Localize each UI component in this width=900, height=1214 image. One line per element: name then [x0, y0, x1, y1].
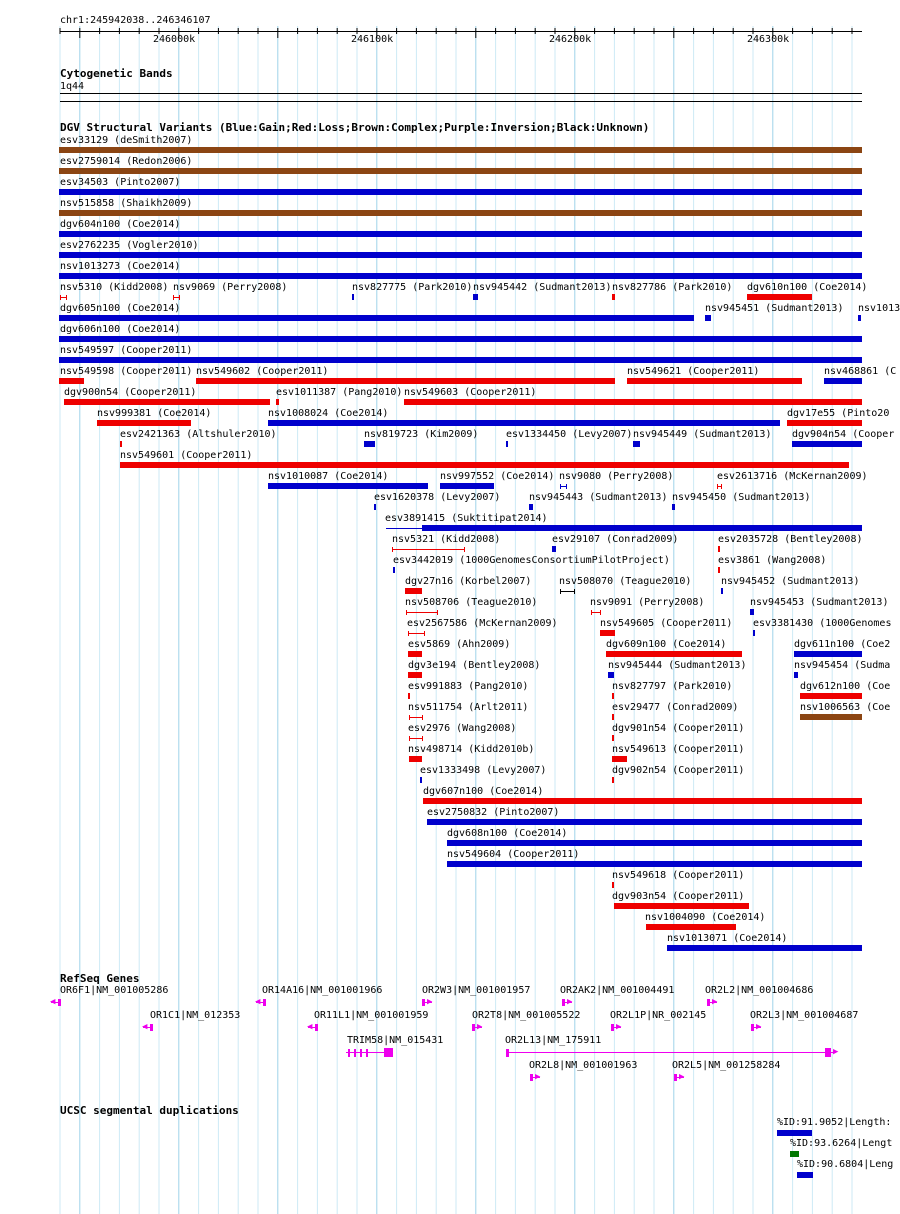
dgv-feature-label: nsv9080 (Perry2008)	[559, 471, 674, 482]
gene-arrow-right-icon: ▶	[712, 997, 718, 1007]
dgv-feature-bar	[408, 693, 410, 699]
gene-label: OR2W3|NM_001001957	[422, 985, 531, 996]
dgv-feature-bar	[405, 588, 422, 594]
dgv-feature-label: nsv511754 (Arlt2011)	[408, 702, 529, 713]
dgv-feature-bar	[427, 819, 862, 825]
gene-label: OR2L13|NM_175911	[505, 1035, 602, 1046]
gene-label: OR2T8|NM_001005522	[472, 1010, 581, 1021]
dgv-feature-bar	[59, 336, 862, 342]
dgv-feature-label: nsv549597 (Cooper2011)	[60, 345, 193, 356]
dgv-feature-label: esv3381430 (1000Genomes	[753, 618, 892, 629]
gene-exon	[150, 1024, 153, 1031]
gene-exon	[315, 1024, 318, 1031]
dgv-feature-whisker-start	[409, 736, 410, 741]
dgv-feature-label: dgv902n54 (Cooper2011)	[612, 765, 745, 776]
dgv-feature-bar	[120, 441, 122, 447]
dgv-feature-label: esv5869 (Ahn2009)	[408, 639, 511, 650]
gene-label: OR2L5|NM_001258284	[672, 1060, 781, 1071]
dgv-feature-label: esv2976 (Wang2008)	[408, 723, 517, 734]
dgv-feature-label: nsv1006563 (Coe	[800, 702, 891, 713]
dgv-feature-bar	[268, 420, 780, 426]
dgv-feature-label: nsv5321 (Kidd2008)	[392, 534, 501, 545]
dgv-feature-bar	[705, 315, 711, 321]
dgv-feature-label: esv29477 (Conrad2009)	[612, 702, 739, 713]
dgv-feature-bar	[529, 504, 533, 510]
gene-label: OR2L3|NM_001004687	[750, 1010, 859, 1021]
gene-label: OR11L1|NM_001001959	[314, 1010, 429, 1021]
dgv-feature-whisker-end	[600, 610, 601, 615]
segdup-bar	[777, 1130, 812, 1136]
dgv-feature-bar	[606, 651, 742, 657]
dgv-feature-label: nsv515858 (Shaikh2009)	[60, 198, 193, 209]
dgv-feature-bar	[59, 273, 862, 279]
dgv-feature-whisker	[591, 612, 600, 613]
gene-exon	[348, 1049, 350, 1057]
dgv-feature-label: nsv549603 (Cooper2011)	[404, 387, 537, 398]
dgv-feature-bar	[612, 294, 615, 300]
dgv-feature-bar	[64, 399, 270, 405]
dgv-feature-bar	[393, 567, 395, 573]
dgv-feature-whisker-end	[422, 715, 423, 720]
dgv-feature-whisker	[392, 549, 464, 550]
dgv-feature-label: nsv468861 (C	[824, 366, 897, 377]
gene-arrow-right-icon: ▶	[833, 1047, 839, 1057]
dgv-feature-label: nsv999381 (Coe2014)	[97, 408, 212, 419]
dgv-feature-label: nsv9069 (Perry2008)	[173, 282, 288, 293]
dgv-feature-label: nsv827786 (Park2010)	[612, 282, 733, 293]
dgv-feature-bar	[196, 378, 615, 384]
dgv-feature-label: nsv1008024 (Coe2014)	[268, 408, 389, 419]
dgv-feature-label: nsv945451 (Sudmant2013)	[705, 303, 844, 314]
dgv-feature-bar	[59, 147, 862, 153]
dgv-feature-label: nsv549621 (Cooper2011)	[627, 366, 760, 377]
dgv-feature-label: esv2762235 (Vogler2010)	[60, 240, 199, 251]
dgv-feature-label: esv1620378 (Levy2007)	[374, 492, 501, 503]
dgv-feature-bar	[59, 210, 862, 216]
dgv-feature-bar	[59, 357, 862, 363]
dgv-feature-bar	[473, 294, 478, 300]
segdup-track-title: UCSC segmental duplications	[60, 1104, 239, 1117]
gene-arrow-right-icon: ▶	[616, 1022, 622, 1032]
dgv-feature-whisker	[406, 612, 437, 613]
dgv-feature-label: esv3442019 (1000GenomesConsortiumPilotProject)	[393, 555, 670, 566]
dgv-feature-bar	[824, 378, 862, 384]
dgv-feature-whisker	[409, 717, 422, 718]
dgv-feature-label: esv2567586 (McKernan2009)	[407, 618, 558, 629]
dgv-feature-label: esv3861 (Wang2008)	[718, 555, 827, 566]
dgv-feature-label: esv2421363 (Altshuler2010)	[120, 429, 277, 440]
dgv-feature-label: dgv27n16 (Korbel2007)	[405, 576, 532, 587]
dgv-feature-bar	[276, 399, 279, 405]
dgv-feature-whisker-start	[60, 295, 61, 300]
dgv-feature-bar	[408, 651, 422, 657]
dgv-feature-label: dgv607n100 (Coe2014)	[423, 786, 544, 797]
gene-exon	[58, 999, 61, 1006]
dgv-feature-label: dgv904n54 (Cooper	[792, 429, 895, 440]
dgv-feature-bar	[747, 294, 812, 300]
dgv-feature-bar	[800, 693, 862, 699]
dgv-feature-whisker-end	[574, 589, 575, 594]
segdup-bar	[797, 1172, 813, 1178]
gene-arrow-right-icon: ▶	[756, 1022, 762, 1032]
dgv-feature-label: nsv945453 (Sudmant2013)	[750, 597, 889, 608]
dgv-feature-whisker	[408, 633, 424, 634]
dgv-feature-bar	[120, 462, 849, 468]
dgv-feature-bar	[404, 399, 862, 405]
dgv-feature-whisker-end	[179, 295, 180, 300]
dgv-feature-whisker-start	[717, 484, 718, 489]
dgv-feature-label: nsv1004090 (Coe2014)	[645, 912, 766, 923]
dgv-feature-label: nsv1013	[858, 303, 900, 314]
dgv-feature-label: nsv549601 (Cooper2011)	[120, 450, 253, 461]
gene-label: TRIM58|NM_015431	[347, 1035, 444, 1046]
dgv-feature-bar	[612, 714, 614, 720]
gene-label: OR2L1P|NR_002145	[610, 1010, 707, 1021]
dgv-feature-bar	[408, 672, 422, 678]
dgv-feature-label: nsv549598 (Cooper2011)	[60, 366, 193, 377]
dgv-feature-label: nsv9091 (Perry2008)	[590, 597, 705, 608]
dgv-feature-bar	[506, 441, 508, 447]
segdup-label: %ID:93.6264|Lengt	[790, 1138, 893, 1149]
ruler-line	[60, 31, 862, 32]
gene-arrow-left-icon: ◀	[142, 1022, 148, 1032]
gene-arrow-left-icon: ◀	[50, 997, 56, 1007]
dgv-feature-bar	[600, 630, 615, 636]
dgv-feature-whisker-end	[66, 295, 67, 300]
dgv-feature-label: nsv827797 (Park2010)	[612, 681, 733, 692]
dgv-feature-whisker-start	[591, 610, 592, 615]
dgv-feature-label: dgv611n100 (Coe2	[794, 639, 891, 650]
segdup-label: %ID:90.6804|Leng	[797, 1159, 894, 1170]
dgv-feature-label: nsv498714 (Kidd2010b)	[408, 744, 535, 755]
dgv-feature-bar	[447, 840, 862, 846]
dgv-feature-whisker	[409, 738, 422, 739]
dgv-feature-bar	[792, 441, 862, 447]
dgv-feature-label: nsv549605 (Cooper2011)	[600, 618, 733, 629]
dgv-feature-bar	[59, 315, 694, 321]
dgv-feature-label: dgv608n100 (Coe2014)	[447, 828, 568, 839]
dgv-feature-label: esv1334450 (Levy2007)	[506, 429, 633, 440]
dgv-feature-label: nsv945443 (Sudmant2013)	[529, 492, 668, 503]
dgv-feature-label: esv1011387 (Pang2010)	[276, 387, 403, 398]
tick-label: 246100k	[351, 34, 394, 45]
dgv-feature-label: nsv1010087 (Coe2014)	[268, 471, 389, 482]
dgv-feature-label: nsv549602 (Cooper2011)	[196, 366, 329, 377]
dgv-track-title: DGV Structural Variants (Blue:Gain;Red:Loss;Brown:Complex;Purple:Inversion;Black:Unknown)	[60, 121, 650, 134]
dgv-feature-bar	[612, 735, 614, 741]
dgv-feature-bar	[672, 504, 675, 510]
dgv-feature-bar	[633, 441, 640, 447]
dgv-feature-label: nsv1013273 (Coe2014)	[60, 261, 181, 272]
dgv-feature-whisker-end	[464, 547, 465, 552]
dgv-feature-label: dgv903n54 (Cooper2011)	[612, 891, 745, 902]
dgv-feature-bar	[612, 777, 614, 783]
dgv-feature-whisker-end	[424, 631, 425, 636]
dgv-feature-bar	[364, 441, 375, 447]
dgv-feature-bar	[787, 420, 862, 426]
dgv-feature-label: dgv610n100 (Coe2014)	[747, 282, 868, 293]
dgv-feature-bar	[627, 378, 802, 384]
dgv-feature-bar	[374, 504, 376, 510]
segdup-bar	[790, 1151, 799, 1157]
dgv-feature-label: nsv945442 (Sudmant2013)	[473, 282, 612, 293]
dgv-feature-label: esv991883 (Pang2010)	[408, 681, 529, 692]
gene-arrow-right-icon: ▶	[535, 1072, 541, 1082]
dgv-feature-whisker-start	[560, 589, 561, 594]
dgv-feature-label: dgv609n100 (Coe2014)	[606, 639, 727, 650]
dgv-feature-bar	[718, 546, 720, 552]
dgv-feature-label: nsv549604 (Cooper2011)	[447, 849, 580, 860]
dgv-feature-whisker	[560, 591, 574, 592]
dgv-feature-bar	[794, 672, 798, 678]
dgv-feature-bar	[268, 483, 428, 489]
dgv-feature-whisker-start	[406, 610, 407, 615]
gene-exon	[360, 1049, 362, 1057]
dgv-feature-label: nsv945452 (Sudmant2013)	[721, 576, 860, 587]
dgv-feature-label: nsv945454 (Sudma	[794, 660, 891, 671]
dgv-feature-label: esv34503 (Pinto2007)	[60, 177, 181, 188]
dgv-feature-label: nsv508070 (Teague2010)	[559, 576, 692, 587]
dgv-feature-label: dgv901n54 (Cooper2011)	[612, 723, 745, 734]
gene-arrow-right-icon: ▶	[427, 997, 433, 1007]
dgv-feature-label: esv3891415 (Suktitipat2014)	[385, 513, 548, 524]
gene-exon	[384, 1048, 393, 1057]
dgv-feature-bar	[59, 168, 862, 174]
gene-exon	[506, 1049, 509, 1057]
dgv-feature-label: nsv945444 (Sudmant2013)	[608, 660, 747, 671]
dgv-feature-bar	[97, 420, 191, 426]
cytoband-track-title: Cytogenetic Bands	[60, 67, 173, 80]
gene-label: OR6F1|NM_001005286	[60, 985, 169, 996]
dgv-feature-bar	[800, 714, 862, 720]
dgv-feature-label: nsv827775 (Park2010)	[352, 282, 473, 293]
dgv-feature-label: esv2613716 (McKernan2009)	[717, 471, 868, 482]
dgv-feature-whisker-end	[566, 484, 567, 489]
dgv-feature-bar	[612, 882, 614, 888]
dgv-feature-label: esv2750832 (Pinto2007)	[427, 807, 560, 818]
dgv-feature-label: dgv605n100 (Coe2014)	[60, 303, 181, 314]
tick-label: 246200k	[549, 34, 592, 45]
dgv-feature-bar	[794, 651, 862, 657]
dgv-feature-label: nsv1013071 (Coe2014)	[667, 933, 788, 944]
gene-arrow-right-icon: ▶	[567, 997, 573, 1007]
dgv-feature-bar	[721, 588, 723, 594]
dgv-feature-bar	[753, 630, 755, 636]
gene-label: OR1C1|NM_012353	[150, 1010, 241, 1021]
dgv-feature-label: esv1333498 (Levy2007)	[420, 765, 547, 776]
dgv-feature-whisker-start	[392, 547, 393, 552]
dgv-feature-bar	[614, 903, 749, 909]
dgv-feature-label: dgv612n100 (Coe	[800, 681, 891, 692]
dgv-feature-label: nsv5310 (Kidd2008)	[60, 282, 169, 293]
dgv-feature-bar	[59, 231, 862, 237]
dgv-feature-label: esv29107 (Conrad2009)	[552, 534, 679, 545]
coordinates-label: chr1:245942038..246346107	[60, 15, 211, 26]
gene-exon	[354, 1049, 356, 1057]
gene-arrow-left-icon: ◀	[255, 997, 261, 1007]
dgv-feature-label: esv2035728 (Bentley2008)	[718, 534, 863, 545]
gene-label: OR2L8|NM_001001963	[529, 1060, 638, 1071]
dgv-feature-label: nsv945450 (Sudmant2013)	[672, 492, 811, 503]
dgv-feature-label: nsv997552 (Coe2014)	[440, 471, 555, 482]
dgv-feature-label: nsv508706 (Teague2010)	[405, 597, 538, 608]
dgv-feature-bar	[420, 777, 422, 783]
gene-label: OR14A16|NM_001001966	[262, 985, 383, 996]
gene-label: OR2AK2|NM_001004491	[560, 985, 675, 996]
segdup-label: %ID:91.9052|Length:	[777, 1117, 892, 1128]
dgv-feature-label: nsv549613 (Cooper2011)	[612, 744, 745, 755]
tick-label: 246300k	[747, 34, 790, 45]
dgv-feature-label: esv33129 (deSmith2007)	[60, 135, 193, 146]
dgv-feature-whisker-start	[173, 295, 174, 300]
dgv-feature-label: nsv945449 (Sudmant2013)	[633, 429, 772, 440]
dgv-feature-bar	[718, 567, 720, 573]
refseq-track-title: RefSeq Genes	[60, 972, 140, 985]
dgv-feature-whisker-start	[560, 484, 561, 489]
dgv-feature-label: nsv819723 (Kim2009)	[364, 429, 479, 440]
dgv-feature-whisker-end	[721, 484, 722, 489]
dgv-feature-whisker-end	[437, 610, 438, 615]
dgv-feature-label: esv2759014 (Redon2006)	[60, 156, 193, 167]
dgv-feature-bar	[612, 693, 614, 699]
gene-exon	[366, 1049, 368, 1057]
cytoband-label: 1q44	[60, 81, 85, 92]
dgv-feature-label: dgv606n100 (Coe2014)	[60, 324, 181, 335]
dgv-feature-whisker-start	[409, 715, 410, 720]
dgv-feature-label: dgv604n100 (Coe2014)	[60, 219, 181, 230]
dgv-feature-whisker-end	[422, 736, 423, 741]
tick-label: 246000k	[153, 34, 196, 45]
dgv-feature-label: dgv17e55 (Pinto20	[787, 408, 890, 419]
dgv-feature-bar	[59, 252, 862, 258]
dgv-feature-label: nsv549618 (Cooper2011)	[612, 870, 745, 881]
dgv-feature-bar	[422, 525, 862, 531]
gene-label: OR2L2|NM_001004686	[705, 985, 814, 996]
dgv-feature-bar	[59, 189, 862, 195]
dgv-feature-bar	[612, 756, 627, 762]
dgv-feature-bar	[440, 483, 494, 489]
dgv-feature-bar	[423, 798, 862, 804]
dgv-feature-bar	[858, 315, 861, 321]
dgv-feature-bar	[608, 672, 614, 678]
dgv-feature-label: dgv3e194 (Bentley2008)	[408, 660, 541, 671]
gene-line	[346, 1052, 386, 1053]
gene-arrow-left-icon: ◀	[307, 1022, 313, 1032]
dgv-feature-bar	[447, 861, 862, 867]
dgv-feature-whisker-start	[408, 631, 409, 636]
dgv-feature-bar	[667, 945, 862, 951]
dgv-feature-label: dgv900n54 (Cooper2011)	[64, 387, 197, 398]
gene-arrow-right-icon: ▶	[679, 1072, 685, 1082]
cytoband-top-line	[60, 93, 862, 94]
dgv-feature-bar	[409, 756, 422, 762]
dgv-feature-bar	[646, 924, 736, 930]
dgv-feature-thin	[386, 528, 422, 529]
gene-line	[506, 1052, 825, 1053]
dgv-feature-bar	[59, 378, 84, 384]
dgv-feature-bar	[352, 294, 354, 300]
gene-exon	[263, 999, 266, 1006]
gene-arrow-right-icon: ▶	[477, 1022, 483, 1032]
dgv-feature-bar	[552, 546, 556, 552]
cytoband-bottom-line	[60, 101, 862, 102]
dgv-feature-bar	[750, 609, 754, 615]
